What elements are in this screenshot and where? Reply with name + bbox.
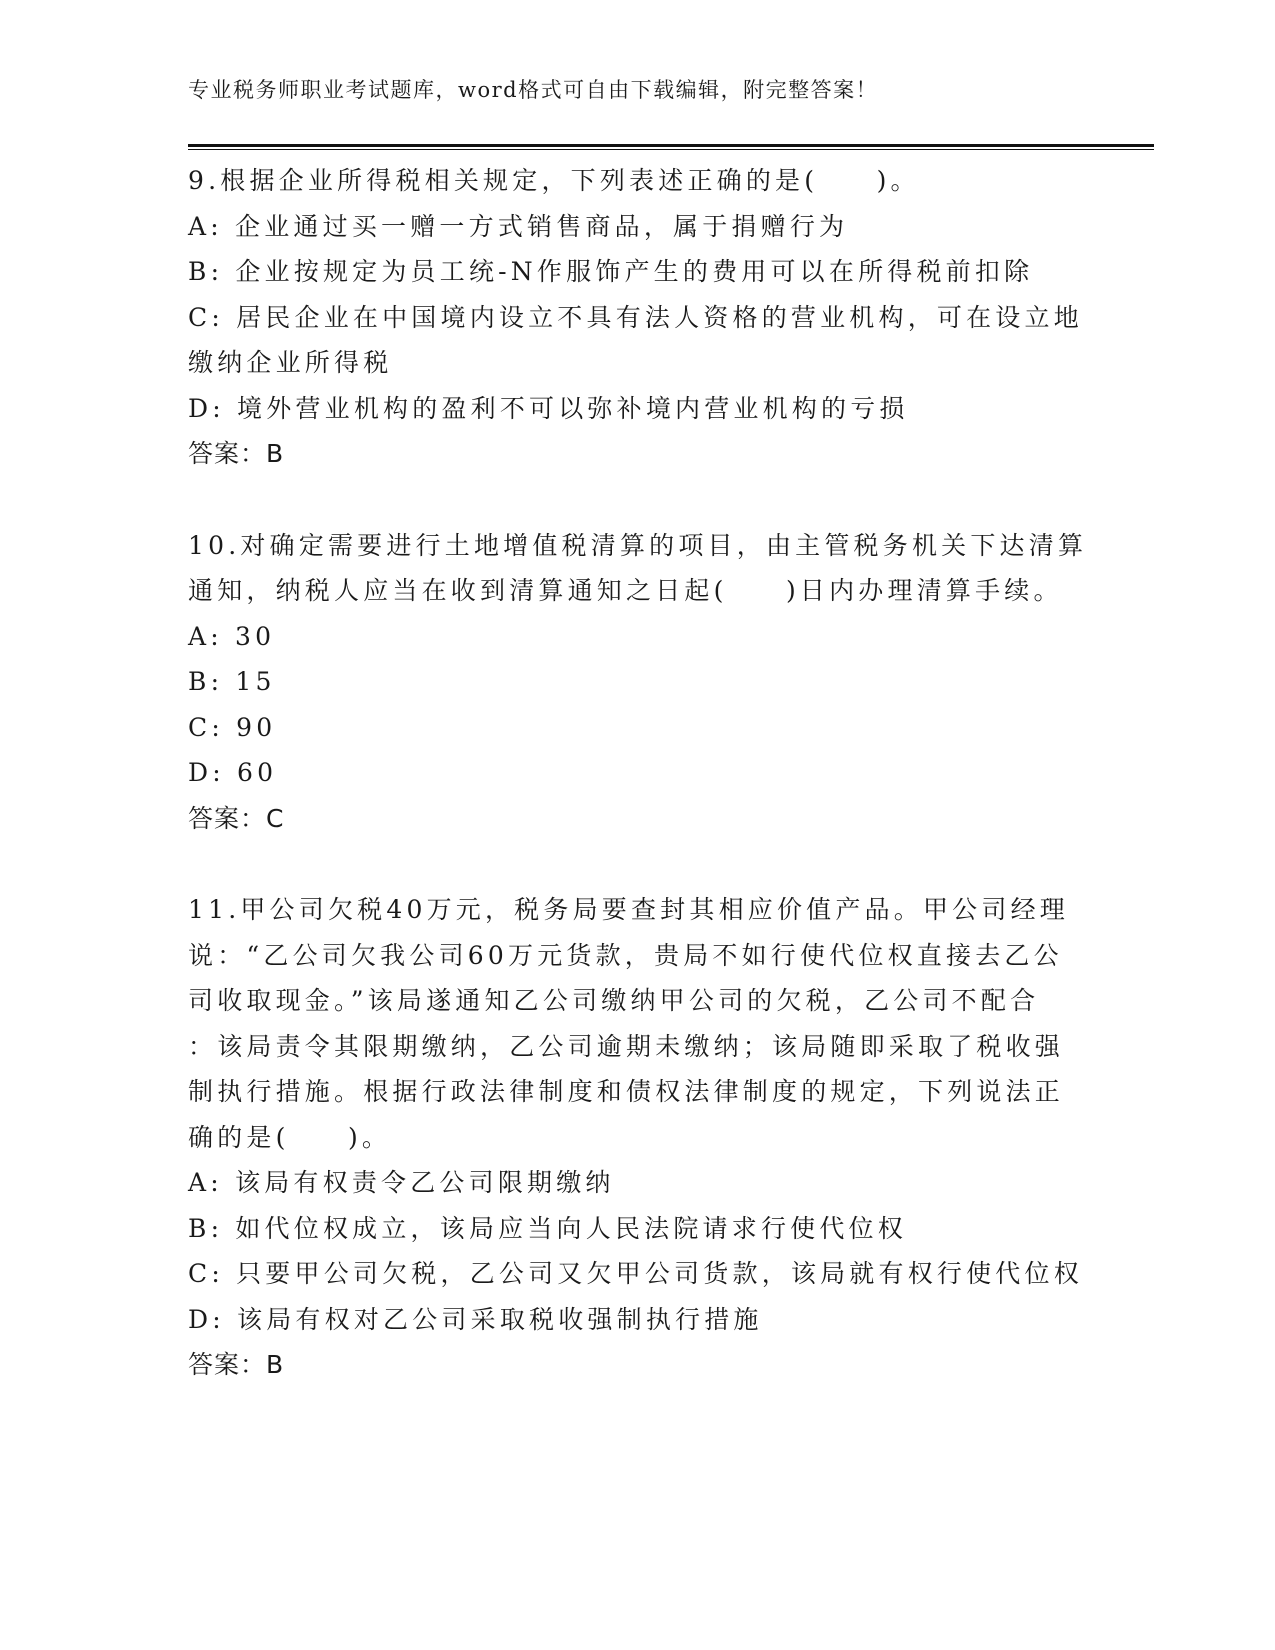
question-10 bbox=[188, 523, 1088, 842]
option-c: C: 只要甲公司欠税，乙公司又欠甲公司货款，该局就有权行使代位权 bbox=[188, 1259, 1083, 1288]
option-c: C: 居民企业在中国境内设立不具有法人资格的营业机构，可在设立地 bbox=[188, 302, 1083, 332]
option-a: A: 30 bbox=[188, 621, 276, 651]
option-d: D: 该局有权对乙公司采取税收强制执行措施 bbox=[188, 1304, 763, 1334]
question-stem: 说：“乙公司欠我公司60万元货款，贵局不如行使代位权直接去乙公 bbox=[188, 940, 1063, 970]
question-stem: 10.对确定需要进行土地增值税清算的项目，由主管税务机关下达清算 bbox=[188, 530, 1088, 560]
question-stem: 通知，纳税人应当在收到清算通知之日起( )日内办理清算手续。 bbox=[188, 576, 1063, 605]
header-divider-thin bbox=[188, 149, 1154, 150]
answer-label: 答案：B bbox=[188, 439, 285, 468]
answer-label: 答案：C bbox=[188, 803, 285, 833]
header-divider bbox=[188, 144, 1154, 151]
option-a: A: 企业通过买一赠一方式销售商品，属于捐赠行为 bbox=[188, 211, 849, 241]
question-11 bbox=[188, 887, 1088, 1388]
question-stem: 制执行措施。根据行政法律制度和债权法律制度的规定，下列说法正 bbox=[188, 1077, 1065, 1106]
option-c: C: 90 bbox=[188, 712, 277, 742]
answer-label: 答案：B bbox=[188, 1350, 285, 1379]
option-a: A: 该局有权责令乙公司限期缴纳 bbox=[188, 1168, 615, 1197]
question-9 bbox=[188, 158, 1088, 477]
question-stem: ：该局责令其限期缴纳，乙公司逾期未缴纳；该局随即采取了税收强 bbox=[188, 1031, 1065, 1061]
option-b: B: 如代位权成立，该局应当向人民法院请求行使代位权 bbox=[188, 1213, 907, 1243]
option-c-continued: 缴纳企业所得税 bbox=[188, 348, 393, 377]
question-list bbox=[188, 158, 1088, 1434]
question-stem: 9.根据企业所得税相关规定，下列表述正确的是( )。 bbox=[188, 166, 920, 195]
option-b: B: 15 bbox=[188, 667, 276, 696]
question-stem: 确的是( )。 bbox=[188, 1122, 392, 1152]
question-stem: 11.甲公司欠税40万元，税务局要查封其相应价值产品。甲公司经理 bbox=[188, 895, 1069, 924]
option-d: D: 60 bbox=[188, 758, 278, 787]
question-stem: 司收取现金。”该局遂通知乙公司缴纳甲公司的欠税，乙公司不配合 bbox=[188, 986, 1040, 1015]
option-d: D: 境外营业机构的盈利不可以弥补境内营业机构的亏损 bbox=[188, 393, 909, 423]
header-divider-thick bbox=[188, 144, 1154, 147]
option-b: B: 企业按规定为员工统-N作服饰产生的费用可以在所得税前扣除 bbox=[188, 257, 1034, 286]
page-header: 专业税务师职业考试题库，word格式可自由下载编辑，附完整答案！ bbox=[188, 78, 879, 102]
